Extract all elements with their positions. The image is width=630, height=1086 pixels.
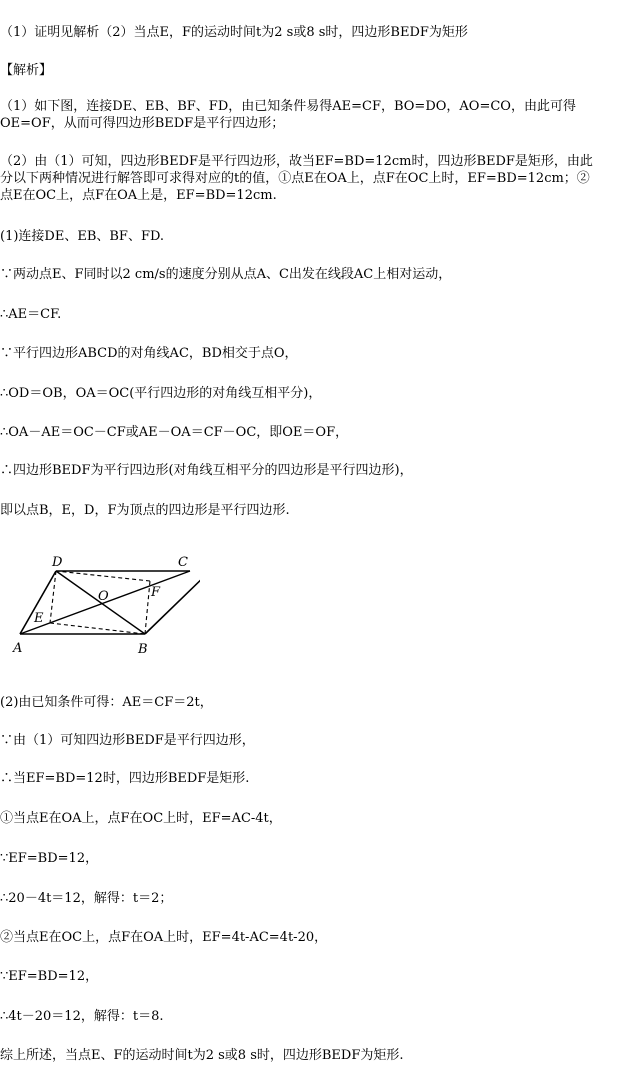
label-a: A: [13, 641, 23, 656]
part2-line-4: ①当点E在OA上，点F在OC上时，EF=AC-4t，: [0, 811, 282, 826]
part2-line-2: ∵由（1）可知四边形BEDF是平行四边形，: [0, 733, 255, 748]
proof-line-5: ∴OD＝OB，OA＝OC(平行四边形的对角线互相平分)，: [0, 386, 322, 401]
label-d: D: [52, 555, 63, 570]
part2-line-3: ∴当EF=BD=12时，四边形BEDF是矩形.: [0, 771, 250, 786]
part2-line-7: ②当点E在OC上，点F在OA上时，EF=4t-AC=4t-20，: [0, 930, 328, 945]
label-f: F: [151, 585, 161, 600]
analysis-header: 【解析】: [0, 63, 53, 78]
proof-line-7: ∴四边形BEDF为平行四边形(对角线互相平分的四边形是平行四边形)，: [0, 463, 413, 478]
answer-line: （1）证明见解析（2）当点E，F的运动时间t为2 s或8 s时，四边形BEDF为矩形: [0, 25, 468, 40]
part2-line-5: ∵EF=BD=12，: [0, 851, 99, 866]
proof-line-2: ∵两动点E、F同时以2 cm/s的速度分别从点A、C出发在线段AC上相对运动，: [0, 267, 452, 282]
conclusion-line: 综上所述，当点E、F的运动时间t为2 s或8 s时，四边形BEDF为矩形.: [0, 1048, 404, 1063]
part2-line-9: ∴4t－20＝12，解得：t＝8.: [0, 1009, 164, 1024]
proof-line-4: ∵平行四边形ABCD的对角线AC，BD相交于点O，: [0, 346, 298, 361]
proof-line-6: ∴OA－AE＝OC－CF或AE－OA＝CF－OC，即OE＝OF，: [0, 425, 349, 440]
part2-line-8: ∵EF=BD=12，: [0, 969, 99, 984]
label-b: B: [138, 642, 148, 656]
step2-summary-line-a: （2）由（1）可知，四边形BEDF是平行四边形，故当EF=BD=12cm时，四边形BEDF是矩形，由此: [0, 154, 593, 169]
step1-summary-line-a: （1）如下图，连接DE、EB、BF、FD，由已知条件易得AE=CF，BO=DO，AO=CO，由此可得: [0, 99, 576, 114]
segment-bc: [145, 571, 200, 634]
parallelogram-figure: [10, 552, 200, 656]
step2-summary-line-b: 分以下两种情况进行解答即可求得对应的t的值，①点E在OA上，点F在OC上时，EF=BD=12cm；②: [0, 171, 590, 186]
part2-line-6: ∴20－4t＝12，解得：t＝2；: [0, 891, 173, 906]
step1-summary-line-b: OE=OF，从而可得四边形BEDF是平行四边形；: [0, 116, 285, 131]
step2-summary-line-c: 点E在OC上，点F在OA上是，EF=BD=12cm.: [0, 188, 277, 203]
proof-line-1: (1)连接DE、EB、BF、FD.: [0, 229, 165, 244]
label-c: C: [178, 555, 188, 570]
label-e: E: [34, 611, 44, 626]
dashed-bf: [145, 581, 150, 634]
dashed-fd: [56, 571, 150, 581]
part2-line-1: (2)由已知条件可得：AE＝CF＝2t，: [0, 695, 213, 710]
proof-line-8: 即以点B，E，D，F为顶点的四边形是平行四边形.: [0, 503, 290, 518]
proof-line-3: ∴AE＝CF.: [0, 307, 62, 322]
label-o: O: [98, 589, 109, 604]
